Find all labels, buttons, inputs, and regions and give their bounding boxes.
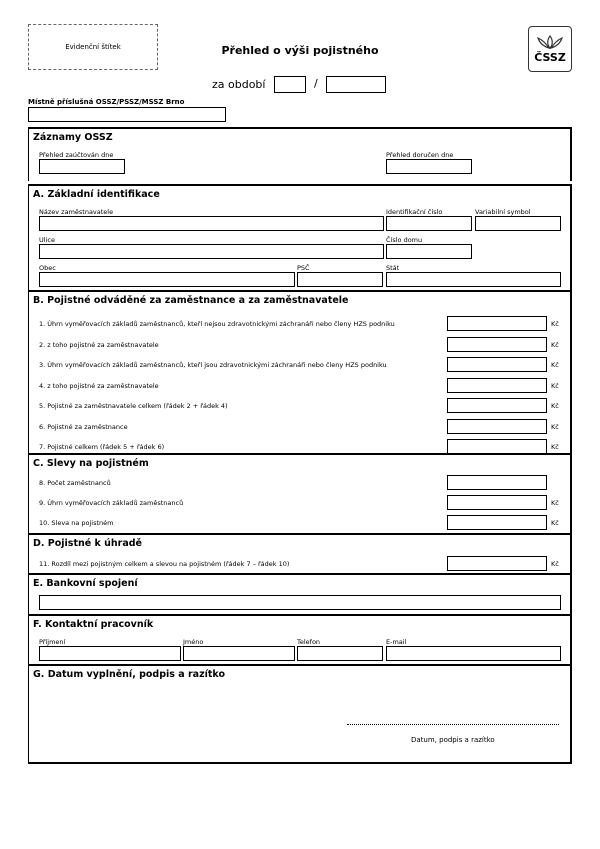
section-b-title: B. Pojistné odváděné za zaměstnance a za zaměstnavatele	[33, 295, 349, 306]
surname-field[interactable]	[39, 646, 181, 661]
row-9-field[interactable]	[447, 495, 547, 510]
page-title: Přehled o výši pojistného	[221, 44, 379, 57]
currency-label: Kč	[551, 560, 559, 568]
currency-label: Kč	[551, 422, 559, 431]
section-c	[28, 453, 572, 533]
office-label: Místně příslušná OSSZ/PSSZ/MSSZ Brno	[28, 98, 185, 106]
currency-label: Kč	[551, 519, 559, 527]
section-e	[28, 573, 572, 614]
section-f-title: F. Kontaktní pracovník	[33, 619, 154, 630]
row-3-field[interactable]	[447, 357, 547, 372]
section-ossz-title: Záznamy OSSZ	[33, 132, 113, 143]
row-11-field[interactable]	[447, 556, 547, 571]
currency-label: Kč	[551, 443, 559, 451]
row-2-field[interactable]	[447, 337, 547, 352]
billed-date-field[interactable]	[39, 159, 125, 174]
section-ossz	[28, 127, 572, 181]
row-8-label: 8. Počet zaměstnanců	[39, 479, 111, 487]
psc-field[interactable]	[297, 272, 383, 287]
cssz-logo	[528, 26, 572, 72]
period-year-field[interactable]	[326, 76, 386, 93]
row-10-label: 10. Sleva na pojistném	[39, 519, 114, 527]
logo-text: ČSSZ	[534, 51, 566, 64]
stamp-label: Evidenční štítek	[65, 43, 121, 51]
row-2-label: 2. z toho pojistné za zaměstnavatele	[39, 340, 159, 349]
row-6-label: 6. Pojistné za zaměstnance	[39, 422, 128, 431]
currency-label: Kč	[551, 402, 559, 410]
billed-label: Přehled zaúčtován dne	[39, 151, 114, 159]
section-c-title: C. Slevy na pojistném	[33, 458, 149, 469]
row-5-label: 5. Pojistné za zaměstnavatele celkem (řádek 2 + řádek 4)	[39, 402, 228, 410]
office-field[interactable]	[28, 107, 226, 122]
phone-label: Telefon	[297, 638, 321, 646]
section-f	[28, 614, 572, 664]
section-a	[28, 184, 572, 290]
period-separator: /	[314, 77, 318, 90]
psc-label: PSČ	[297, 264, 310, 272]
currency-label: Kč	[551, 499, 559, 507]
ico-label: Identifikační číslo	[386, 208, 443, 216]
section-e-title: E. Bankovní spojení	[33, 578, 138, 589]
city-field[interactable]	[39, 272, 295, 287]
row-1-field[interactable]	[447, 316, 547, 331]
row-4-label: 4. z toho pojistné za zaměstnavatele	[39, 381, 159, 390]
var-symbol-label: Variabilní symbol	[475, 208, 531, 216]
email-field[interactable]	[386, 646, 561, 661]
section-a-title: A. Základní identifikace	[33, 189, 160, 200]
state-field[interactable]	[386, 272, 561, 287]
currency-label: Kč	[551, 320, 559, 328]
period-label: za období	[212, 78, 266, 91]
city-label: Obec	[39, 264, 56, 272]
row-3-label: 3. Úhrn vyměřovacích základů zaměstnanců, kteří jsou zdravotnickými záchranáři nebo členy HZS podniku	[39, 361, 387, 369]
row-4-field[interactable]	[447, 378, 547, 393]
var-symbol-field[interactable]	[475, 216, 561, 231]
row-6-field[interactable]	[447, 419, 547, 434]
name-field[interactable]	[183, 646, 295, 661]
employer-name-label: Název zaměstnavatele	[39, 208, 114, 216]
section-d-title: D. Pojistné k úhradě	[33, 538, 143, 549]
row-11-label: 11. Rozdíl mezi pojistným celkem a slevou na pojistném (řádek 7 – řádek 10)	[39, 560, 290, 568]
row-8-field[interactable]	[447, 475, 547, 490]
stamp-box	[28, 24, 158, 70]
house-no-label: Číslo domu	[386, 236, 423, 244]
currency-label: Kč	[551, 340, 559, 349]
state-label: Stát	[386, 264, 400, 272]
house-no-field[interactable]	[386, 244, 472, 259]
street-field[interactable]	[39, 244, 384, 259]
period-month-field[interactable]	[274, 76, 306, 93]
phone-field[interactable]	[297, 646, 383, 661]
bank-account-field[interactable]	[39, 595, 561, 610]
surname-label: Příjmení	[39, 638, 66, 646]
row-1-label: 1. Úhrn vyměřovacích základů zaměstnanců, kteří nejsou zdravotnickými záchranáři nebo členy HZS podniku	[39, 320, 395, 328]
row-7-field[interactable]	[447, 439, 547, 454]
lotus-icon	[535, 34, 565, 50]
street-label: Ulice	[39, 236, 55, 244]
email-label: E-mail	[386, 638, 407, 646]
row-9-label: 9. Úhrn vyměřovacích základů zaměstnanců	[39, 499, 184, 507]
signature-label: Datum, podpis a razítko	[411, 736, 495, 744]
name-label: Jméno	[183, 638, 204, 646]
section-d	[28, 533, 572, 573]
row-5-field[interactable]	[447, 398, 547, 413]
ico-field[interactable]	[386, 216, 472, 231]
currency-label: Kč	[551, 361, 559, 369]
currency-label: Kč	[551, 381, 559, 390]
row-7-label: 7. Pojistné celkem (řádek 5 + řádek 6)	[39, 443, 165, 451]
section-g-title: G. Datum vyplnění, podpis a razítko	[33, 669, 225, 680]
delivered-date-field[interactable]	[386, 159, 472, 174]
section-g	[28, 664, 572, 764]
section-b	[28, 290, 572, 453]
delivered-label: Přehled doručen dne	[386, 151, 454, 159]
signature-line[interactable]	[347, 724, 559, 725]
row-10-field[interactable]	[447, 515, 547, 530]
employer-name-field[interactable]	[39, 216, 384, 231]
